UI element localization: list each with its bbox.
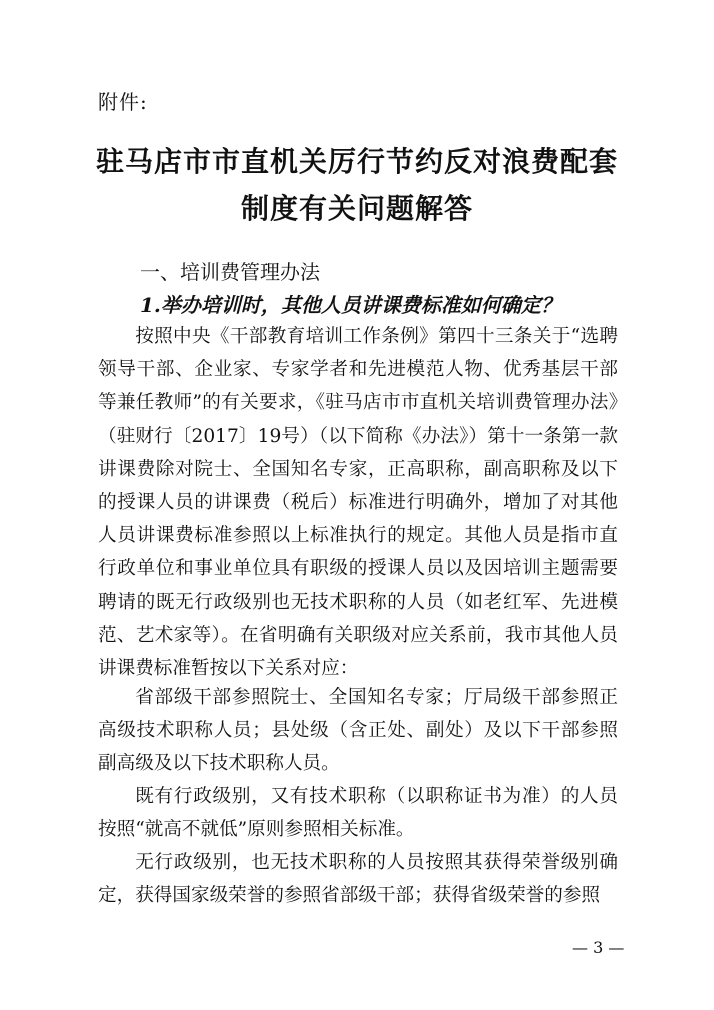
body-paragraph: 按照中央《干部教育培训工作条例》第四十三条关于“选聘领导干部、企业家、专家学者和先进模范人物、优秀基层干部等兼任教师”的有关要求，《驻马店市市直机关培训费管理办法》（驻财行〔2017〕19号）（以下简称《办法》）第十一条第一款讲课费除对院士、全国知名专家，正高职称，副高职称及以下的授课人员的讲课费（税后）标准进行明确外，增加了对其他人员讲课费标准参照以上标准执行的规定。其他人员是指市直行政单位和事业单位具有职级的授课人员以及因培训主题需要聘请的既无行政级别也无技术职称的人员（如老红军、先进模范、艺术家等）。在省明确有关职级对应关系前，我市其他人员讲课费标准暂按以下关系对应： <box>98 326 618 680</box>
page-number: — 3 — <box>572 938 625 957</box>
question-heading: 1.举办培训时，其他人员讲课费标准如何确定？ <box>140 293 561 317</box>
document-title-line-1: 驻马店市市直机关厉行节约反对浪费配套 <box>95 145 618 178</box>
section-heading: 一、培训费管理办法 <box>140 260 320 284</box>
attachment-label: 附件: <box>98 90 148 114</box>
document-title-line-2: 制度有关问题解答 <box>240 192 473 225</box>
body-paragraph: 省部级干部参照院士、全国知名专家；厅局级干部参照正高级技术职称人员；县处级（含正处、副处）及以下干部参照副高级及以下技术职称人员。 <box>98 687 618 775</box>
body-paragraph: 无行政级别，也无技术职称的人员按照其获得荣誉级别确定，获得国家级荣誉的参照省部级干部；获得省级荣誉的参照 <box>98 852 618 907</box>
body-paragraph: 既有行政级别，又有技术职称（以职称证书为准）的人员按照“就高不就低”原则参照相关标准。 <box>98 786 618 841</box>
